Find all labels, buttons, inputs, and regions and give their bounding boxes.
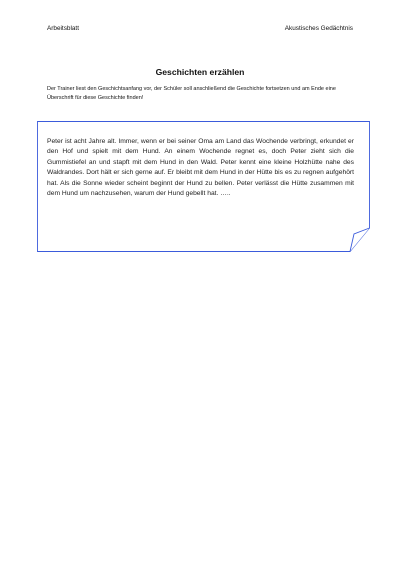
story-paragraph: Peter ist acht Jahre alt. Immer, wenn er bei seiner Oma am Land das Wochende verbringt, erkundet er den Hof und spielt mit dem Hund. An einem Wochende regnet es, doch Peter zieht sich die Gummistiefel an und stapft mit dem Hund in den Wald. Peter kennt eine kleine Holzhütte nahe des Waldrandes. Dort hält er sich gerne auf. Er bleibt mit dem Hund in der Hütte bis es zu regnen aufgehört hat. Als die Sonne wieder scheint beginnt der Hund zu bellen. Peter verlässt die Hütte zusammen mit dem Hund um nachzusehen, warum der Hund gebellt hat. …..: [47, 138, 354, 198]
instruction-text: Der Trainer liest den Geschichtsanfang vor, der Schüler soll anschließend die Geschichte fortsetzen und am Ende eine Überschrift für diese Geschichte finden!: [47, 86, 336, 101]
story-box: [37, 121, 370, 252]
page-title: Geschichten erzählen: [155, 67, 245, 77]
header-left-label: Arbeitsblatt: [47, 25, 79, 32]
header-right-label: Akustisches Gedächtnis: [284, 25, 353, 32]
